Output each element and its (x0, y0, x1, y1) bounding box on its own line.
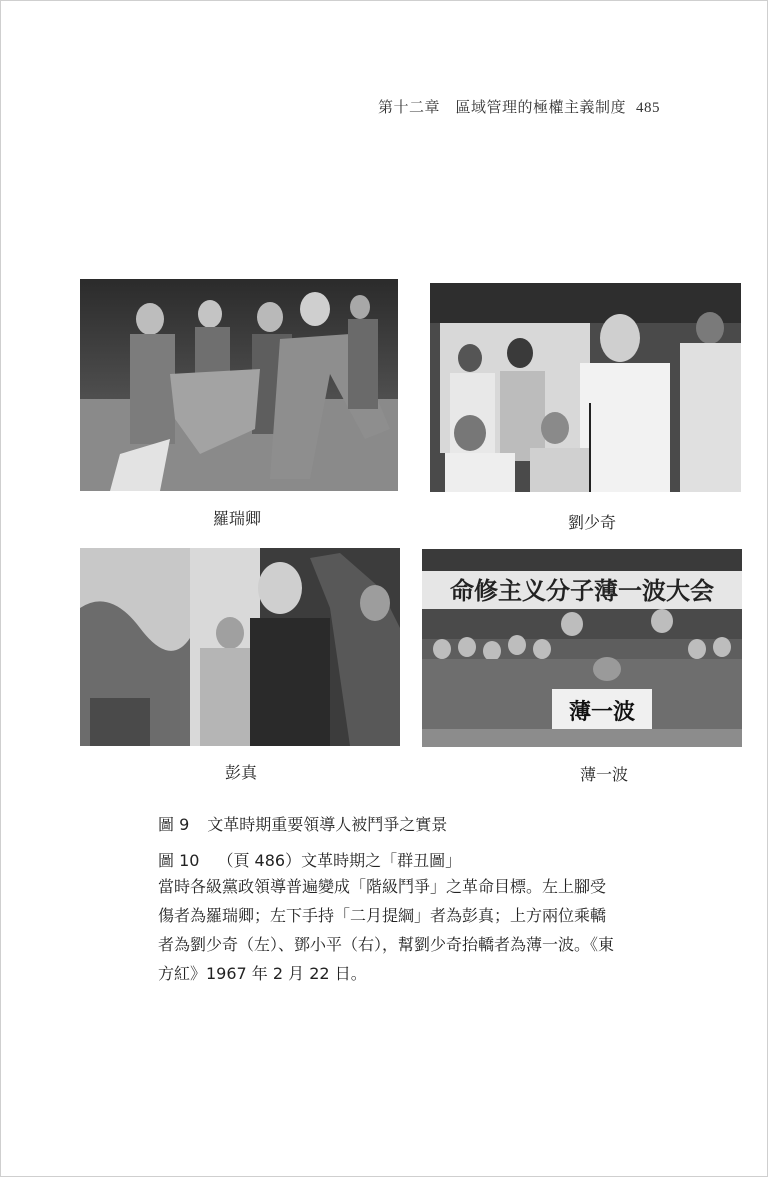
caption-peng-zhen: 彭真 (225, 763, 258, 782)
caption-bo-yibo: 薄一波 (580, 765, 629, 784)
page-number: 485 (636, 100, 660, 116)
caption-liu-shaoqi: 劉少奇 (568, 513, 617, 532)
description-line: 當時各級黨政領導普遍變成「階級鬥爭」之革命目標。左上腳受 (158, 877, 607, 896)
description-line: 者為劉少奇（左）、鄧小平（右），幫劉少奇抬轎者為薄一波。《東 (158, 935, 615, 954)
photo-liu-shaoqi (430, 283, 741, 492)
photo-luo-ruiqing (80, 279, 398, 491)
figure-10-description (158, 872, 658, 988)
chapter-title: 第十二章 區域管理的極權主義制度 (377, 98, 626, 116)
banner-text: 命修主义分子薄一波大会 (450, 577, 714, 605)
figure-9-text: 文革時期重要領導人被鬥爭之實景 (207, 815, 448, 834)
photo-bo-yibo (422, 549, 742, 747)
caption-luo-ruiqing: 羅瑞卿 (213, 509, 262, 528)
figure-10-title: （頁 486）文革時期之「群丑圖」 (217, 851, 462, 870)
description-line: 方紅》1967 年 2 月 22 日。 (158, 964, 367, 983)
figure-9-caption (158, 812, 447, 835)
figure-10-label: 圖 10 (158, 851, 200, 870)
placard-text: 薄一波 (568, 700, 636, 725)
photo-peng-zhen (80, 548, 400, 746)
running-head (378, 96, 660, 117)
figure-9-label: 圖 9 (158, 815, 190, 834)
figure-10-caption (158, 848, 461, 871)
description-line: 傷者為羅瑞卿；左下手持「二月提綱」者為彭真；上方兩位乘轎 (158, 906, 607, 925)
